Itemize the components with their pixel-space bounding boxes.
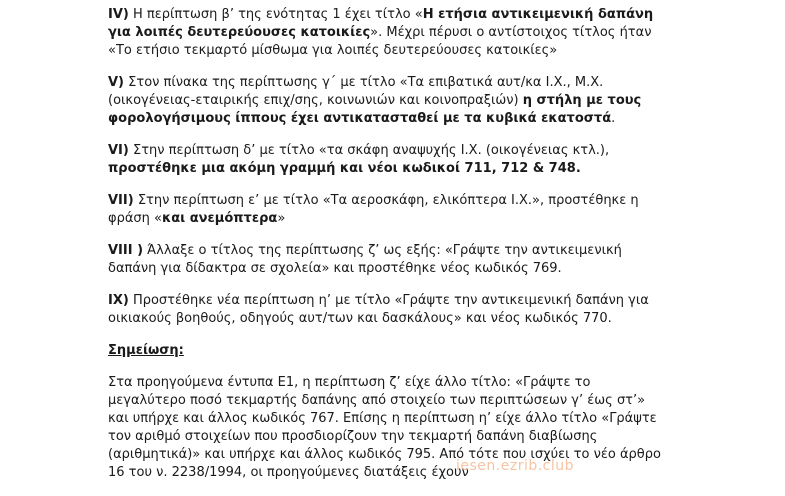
note-title: Σημείωση: <box>108 343 184 358</box>
paragraph-emphasis: προστέθηκε μια ακόμη γραμμή και νέοι κωδικοί 711, 712 & 748. <box>108 161 581 176</box>
paragraph-text: Στον πίνακα της περίπτωσης γ΄ με τίτλο «Τα επιβατικά αυτ/κα Ι.Χ., Μ.Χ. (οικογένειας-εταιρικής επιχ/σης, κοινωνιών και κοινοπραξιών) <box>108 75 604 108</box>
paragraph-text: Στην περίπτωση δ’ με τίτλο «τα σκάφη αναψυχής Ι.Χ. (οικογένειας κτλ.), <box>128 143 610 158</box>
paragraph-ix <box>108 292 668 328</box>
paragraph-text: Προστέθηκε νέα περίπτωση η’ με τίτλο «Γράψτε την αντικειμενική δαπάνη για οικιακούς βοηθούς, οδηγούς αυτ/των και δασκάλους» και νέος κωδικός 770. <box>108 293 649 326</box>
paragraph-text: ». Μέχρι πέρυσι ο αντίστοιχος τίτλος ήταν «Το ετήσιο τεκμαρτό μίσθωμα για λοιπές δευτερεύουσες κατοικίες» <box>108 25 652 58</box>
paragraph-text: » <box>277 211 286 226</box>
note-text: Στα προηγούμενα έντυπα Ε1, η περίπτωση ζ’ είχε άλλο τίτλο: «Γράψτε το μεγαλύτερο ποσό τεκμαρτής δαπάνης από στοιχείο των περιπτώσεων γ’ έως στ’» και υπήρχε και άλλος κωδικός 767. Επίσης η περίπτωση η’ είχε άλλο τίτλο «Γράψτε τον αριθμό στοιχείων που προσδιορίζουν την τεκμαρτή δαπάνη διαβίωσης (αριθμητικά)» και υπήρχε και άλλος κωδικός 795. Από τότε που ισχύει το νέο άρθρο 16 του ν. 2238/1994, οι προηγούμενες διατάξεις έχουν <box>108 375 661 480</box>
paragraph-emphasis: η στήλη με τους φορολογήσιμους ίππους έχει αντικατασταθεί με τα κυβικά εκατοστά <box>108 93 642 126</box>
paragraph-number: IV) <box>108 7 129 22</box>
paragraph-text: Στην περίπτωση ε’ με τίτλο «Τα αεροσκάφη, ελικόπτερα Ι.Χ.», προστέθηκε η φράση « <box>108 193 639 226</box>
watermark: iesen.ezrib.club <box>456 458 575 474</box>
paragraph-number: VIII ) <box>108 243 144 258</box>
paragraph-viii <box>108 242 668 278</box>
paragraph-number: VII) <box>108 193 134 208</box>
paragraph-v <box>108 74 668 128</box>
paragraph-text: Η περίπτωση β’ της ενότητας 1 έχει τίτλο « <box>128 7 423 22</box>
paragraph-vi <box>108 142 668 178</box>
paragraph-iv <box>108 6 668 60</box>
paragraph-emphasis: και ανεμόπτερα <box>161 211 278 226</box>
paragraph-text: . <box>611 111 616 126</box>
paragraph-emphasis: Η ετήσια αντικειμενική δαπάνη για λοιπές δευτερεύουσες κατοικίες <box>108 7 654 40</box>
paragraph-vii <box>108 192 668 228</box>
document-body <box>108 6 668 496</box>
paragraph-number: IX) <box>108 293 129 308</box>
paragraph-number: V) <box>108 75 125 90</box>
paragraph-number: VI) <box>108 143 129 158</box>
paragraph-text: Άλλαξε ο τίτλος της περίπτωσης ζ’ ως εξής: «Γράψτε την αντικειμενική δαπάνη για δίδακτρα σε σχολεία» και προστέθηκε νέος κωδικός 769. <box>108 243 622 276</box>
